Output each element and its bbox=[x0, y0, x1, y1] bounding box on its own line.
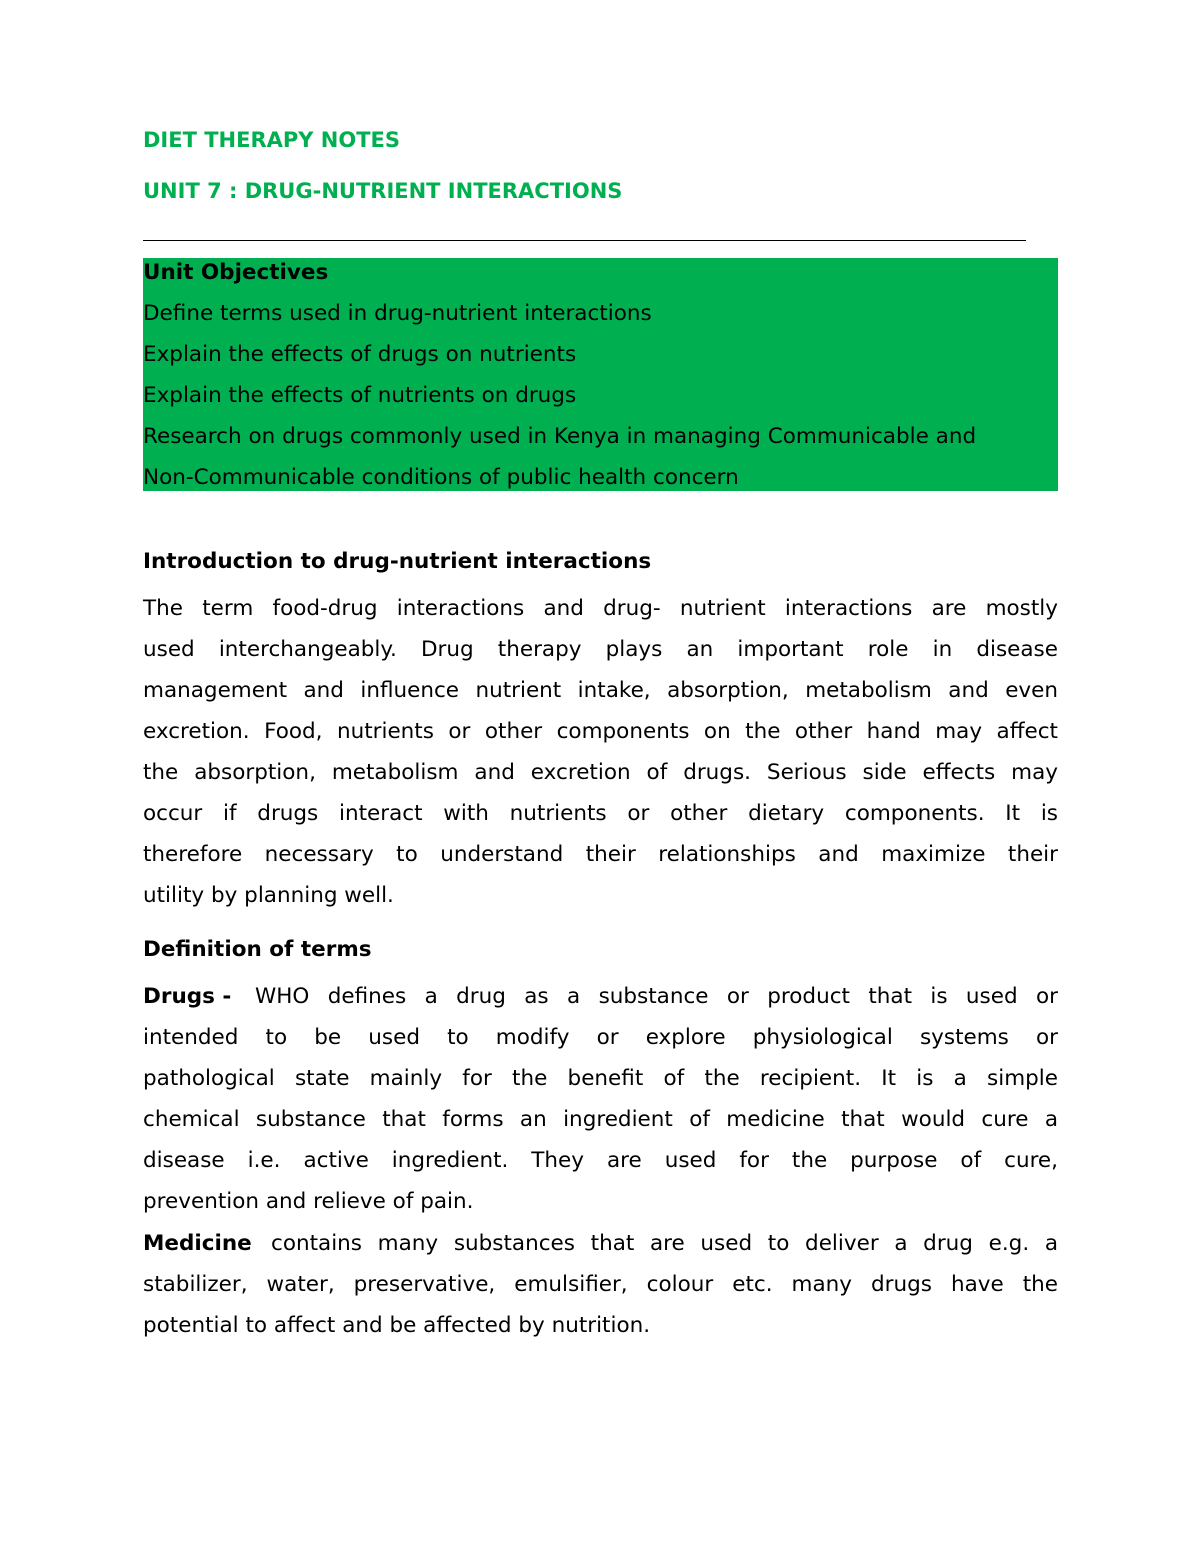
definitions-heading: Definition of terms bbox=[143, 937, 372, 962]
objective-item: Explain the effects of nutrients on drugs bbox=[143, 383, 577, 408]
paragraph-line: intended to be used to modify or explore physiological systems or bbox=[143, 1025, 1058, 1050]
paragraph-line: pathological state mainly for the benefit of the recipient. It is a simple bbox=[143, 1066, 1058, 1091]
paragraph-line: The term food-drug interactions and drug- nutrient interactions are mostly bbox=[143, 596, 1058, 621]
paragraph-line: stabilizer, water, preservative, emulsifier, colour etc. many drugs have the bbox=[143, 1272, 1058, 1297]
paragraph-line: contains many substances that are used to deliver a drug e.g. a bbox=[271, 1231, 1058, 1256]
paragraph-line: used interchangeably. Drug therapy plays an important role in disease bbox=[143, 637, 1058, 662]
objective-item: Non-Communicable conditions of public health concern bbox=[143, 465, 739, 490]
unit-objectives-box bbox=[143, 258, 1058, 491]
objective-item: Research on drugs commonly used in Kenya in managing Communicable and bbox=[143, 424, 977, 449]
introduction-heading: Introduction to drug-nutrient interactions bbox=[143, 549, 652, 574]
paragraph-line: potential to affect and be affected by nutrition. bbox=[143, 1313, 651, 1338]
paragraph-line: the absorption, metabolism and excretion of drugs. Serious side effects may bbox=[143, 760, 1058, 785]
document-title: DIET THERAPY NOTES bbox=[143, 128, 401, 152]
paragraph-line: prevention and relieve of pain. bbox=[143, 1189, 474, 1214]
paragraph-line: utility by planning well. bbox=[143, 883, 394, 908]
drugs-term: Drugs - bbox=[143, 984, 232, 1009]
paragraph-line: management and influence nutrient intake, absorption, metabolism and even bbox=[143, 678, 1058, 703]
paragraph-line: WHO defines a drug as a substance or product that is used or bbox=[255, 984, 1058, 1009]
objectives-heading: Unit Objectives bbox=[143, 260, 329, 285]
paragraph-line: excretion. Food, nutrients or other components on the other hand may affect bbox=[143, 719, 1058, 744]
objective-item: Explain the effects of drugs on nutrients bbox=[143, 342, 577, 367]
medicine-term: Medicine bbox=[143, 1231, 252, 1256]
objective-item: Define terms used in drug-nutrient interactions bbox=[143, 301, 652, 326]
paragraph-line: chemical substance that forms an ingredient of medicine that would cure a bbox=[143, 1107, 1058, 1132]
paragraph-line: disease i.e. active ingredient. They are used for the purpose of cure, bbox=[143, 1148, 1058, 1173]
paragraph-line: therefore necessary to understand their relationships and maximize their bbox=[143, 842, 1058, 867]
horizontal-rule bbox=[143, 240, 1026, 241]
unit-title: UNIT 7 : DRUG-NUTRIENT INTERACTIONS bbox=[143, 179, 623, 203]
paragraph-line: occur if drugs interact with nutrients or other dietary components. It is bbox=[143, 801, 1058, 826]
